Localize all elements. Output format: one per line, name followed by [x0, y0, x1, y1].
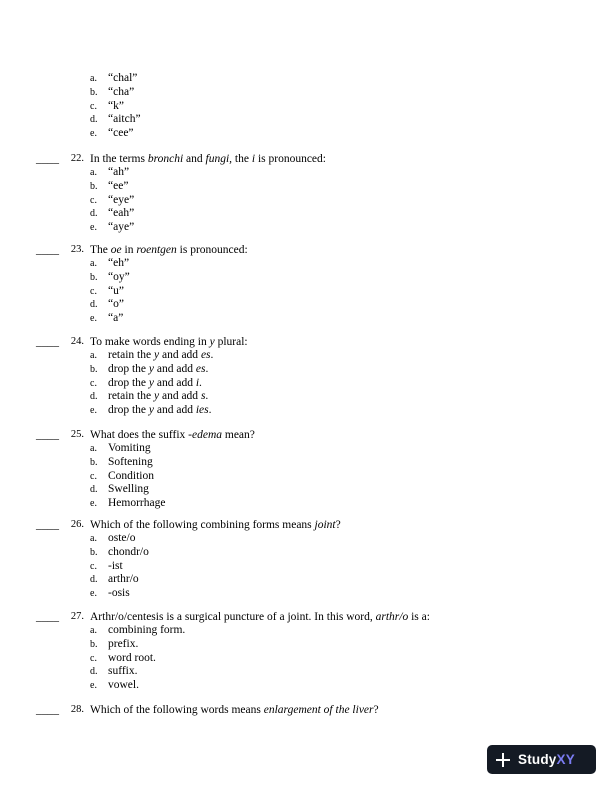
options-list	[0, 257, 612, 326]
option-letter: a.	[90, 533, 97, 544]
option-text: drop the y and add ies.	[108, 404, 212, 417]
question-number: 27.	[70, 611, 84, 622]
option-text: chondr/o	[108, 545, 149, 558]
answer-blank[interactable]: ____	[36, 704, 59, 716]
option-text: -osis	[108, 587, 130, 600]
options-list	[0, 532, 612, 601]
option-text: “eah”	[108, 207, 135, 220]
option-letter: d.	[90, 666, 98, 678]
answer-option	[0, 456, 612, 470]
option-letter: c.	[90, 285, 97, 297]
option-letter: d.	[90, 299, 98, 311]
answer-option	[0, 665, 612, 679]
question-stem: Which of the following words means enlargement of the liver?	[90, 704, 379, 716]
question-stem: The oe in roentgen is pronounced:	[90, 244, 248, 256]
option-text: vowel.	[108, 679, 139, 692]
option-text: “u”	[108, 284, 124, 297]
option-text: Condition	[108, 469, 155, 482]
answer-option	[0, 587, 612, 601]
answer-option	[0, 113, 612, 127]
option-letter: c.	[90, 560, 97, 572]
option-letter: a.	[90, 167, 97, 178]
answer-option	[0, 546, 612, 560]
question-stem: What does the suffix -edema mean?	[90, 429, 255, 441]
option-letter: e.	[90, 128, 97, 140]
answer-option	[0, 221, 612, 235]
answer-blank[interactable]: ____	[36, 611, 59, 623]
question-26	[0, 518, 612, 601]
option-letter: a.	[90, 73, 97, 84]
answer-option	[0, 624, 612, 638]
option-letter: a.	[90, 258, 97, 269]
option-text: drop the y and add es.	[108, 362, 209, 375]
option-text: Vomiting	[108, 442, 151, 454]
question-stem: To make words ending in y plural:	[90, 336, 248, 348]
answer-option	[0, 470, 612, 484]
option-letter: b.	[90, 363, 98, 375]
option-letter: a.	[90, 350, 97, 361]
option-letter: d.	[90, 114, 98, 126]
answer-blank[interactable]: ____	[36, 244, 59, 256]
option-text: “eye”	[108, 193, 135, 206]
option-letter: b.	[90, 638, 98, 650]
answer-option	[0, 349, 612, 363]
answer-option	[0, 298, 612, 312]
option-letter: c.	[90, 652, 97, 664]
answer-blank[interactable]: ____	[36, 153, 59, 165]
question-stem: Arthr/o/centesis is a surgical puncture of a joint. In this word, arthr/o is a:	[90, 611, 430, 623]
option-text: prefix.	[108, 637, 139, 650]
option-letter: d.	[90, 484, 98, 496]
answer-option	[0, 180, 612, 194]
option-letter: a.	[90, 625, 97, 636]
option-letter: b.	[90, 271, 98, 283]
answer-option	[0, 285, 612, 299]
option-letter: d.	[90, 574, 98, 586]
question-24	[0, 335, 612, 418]
option-text: “oy”	[108, 270, 130, 283]
answer-option	[0, 390, 612, 404]
options-list	[0, 72, 612, 141]
answer-option	[0, 257, 612, 271]
answer-blank[interactable]: ____	[36, 519, 59, 531]
option-letter: c.	[90, 194, 97, 206]
answer-option	[0, 497, 612, 511]
question-number: 28.	[70, 704, 84, 715]
option-text: word root.	[108, 651, 156, 664]
question-23	[0, 243, 612, 326]
question-25	[0, 428, 612, 511]
option-text: “eh”	[108, 257, 130, 269]
answer-option	[0, 194, 612, 208]
option-text: “aitch”	[108, 113, 141, 126]
answer-blank[interactable]: ____	[36, 336, 59, 348]
answer-option	[0, 532, 612, 546]
answer-option	[0, 560, 612, 574]
answer-blank[interactable]: ____	[36, 429, 59, 441]
answer-option	[0, 86, 612, 100]
option-text: “cee”	[108, 127, 134, 140]
option-text: “o”	[108, 298, 124, 311]
answer-option	[0, 652, 612, 666]
answer-option	[0, 72, 612, 86]
answer-option	[0, 638, 612, 652]
question-number: 25.	[70, 429, 84, 440]
option-text: retain the y and add s.	[108, 390, 209, 403]
answer-option	[0, 127, 612, 141]
option-letter: b.	[90, 180, 98, 192]
option-text: “ah”	[108, 166, 130, 178]
options-list	[0, 624, 612, 693]
option-letter: e.	[90, 498, 97, 510]
options-list	[0, 166, 612, 235]
option-text: Hemorrhage	[108, 497, 166, 510]
studyxy-badge[interactable]	[487, 745, 596, 774]
question-number: 23.	[70, 244, 84, 255]
question-stem: Which of the following combining forms means joint?	[90, 519, 341, 531]
option-letter: c.	[90, 377, 97, 389]
option-text: “ee”	[108, 179, 129, 192]
option-letter: c.	[90, 470, 97, 482]
answer-option	[0, 377, 612, 391]
plus-icon	[495, 752, 511, 768]
answer-option	[0, 679, 612, 693]
option-text: combining form.	[108, 624, 186, 636]
option-letter: e.	[90, 222, 97, 234]
option-text: drop the y and add i.	[108, 376, 202, 389]
option-letter: d.	[90, 391, 98, 403]
option-text: retain the y and add es.	[108, 349, 214, 361]
option-letter: d.	[90, 208, 98, 220]
answer-option	[0, 442, 612, 456]
option-text: “k”	[108, 99, 124, 112]
option-text: suffix.	[108, 665, 138, 678]
answer-option	[0, 483, 612, 497]
option-text: Softening	[108, 455, 153, 468]
question-number: 22.	[70, 153, 84, 164]
answer-option	[0, 573, 612, 587]
option-text: “aye”	[108, 221, 135, 234]
option-text: Swelling	[108, 483, 149, 496]
option-letter: b.	[90, 86, 98, 98]
option-letter: e.	[90, 313, 97, 325]
option-text: “cha”	[108, 85, 135, 98]
answer-option	[0, 166, 612, 180]
answer-option	[0, 404, 612, 418]
option-text: arthr/o	[108, 573, 139, 586]
option-letter: b.	[90, 546, 98, 558]
option-text: “chal”	[108, 72, 138, 84]
options-list	[0, 349, 612, 418]
option-letter: b.	[90, 456, 98, 468]
option-letter: e.	[90, 588, 97, 600]
option-text: -ist	[108, 559, 123, 572]
option-letter: c.	[90, 100, 97, 112]
question-number: 24.	[70, 336, 84, 347]
answer-option	[0, 363, 612, 377]
option-letter: a.	[90, 443, 97, 454]
question-22	[0, 152, 612, 235]
question-stem: In the terms bronchi and fungi, the i is pronounced:	[90, 153, 326, 165]
question-28	[0, 703, 612, 717]
options-list	[0, 442, 612, 511]
option-text: oste/o	[108, 532, 136, 544]
option-text: “a”	[108, 312, 124, 325]
option-letter: e.	[90, 680, 97, 692]
answer-option	[0, 100, 612, 114]
answer-option	[0, 207, 612, 221]
continued-options	[0, 72, 612, 141]
question-27	[0, 610, 612, 693]
option-letter: e.	[90, 405, 97, 417]
answer-option	[0, 271, 612, 285]
brand-name: StudyXY	[518, 752, 575, 767]
answer-option	[0, 312, 612, 326]
question-number: 26.	[70, 519, 84, 530]
